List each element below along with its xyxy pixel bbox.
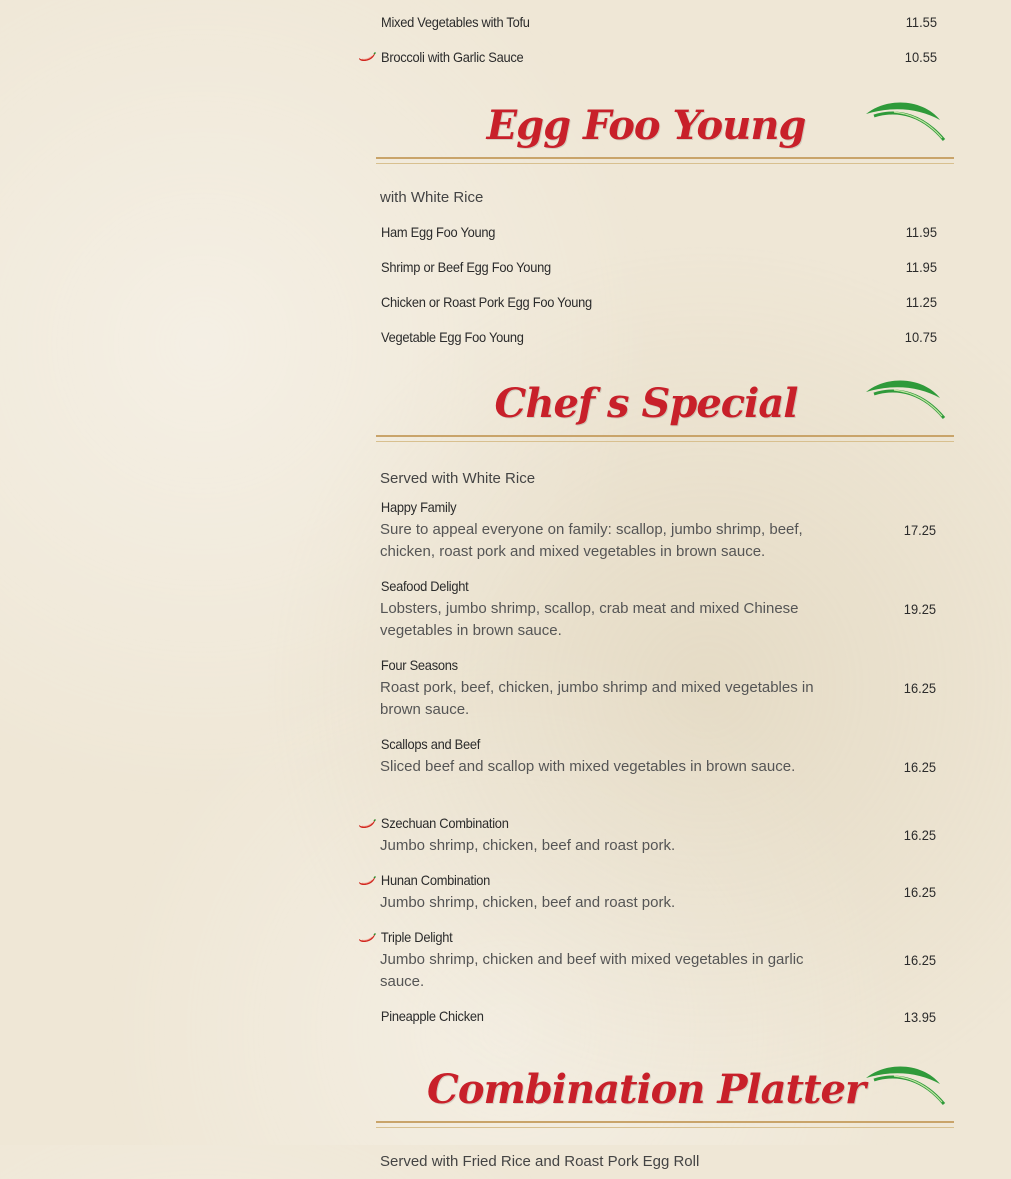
menu-item-name: Vegetable Egg Foo Young	[381, 329, 524, 345]
menu-item-name: Broccoli with Garlic Sauce	[381, 49, 524, 65]
section-title: Combination Platter	[426, 1066, 866, 1113]
menu-item-row[interactable]	[356, 320, 941, 355]
section-header-combination-platter	[356, 1058, 956, 1128]
menu-item-price: 13.95	[903, 1008, 936, 1025]
menu-item-name: Pineapple Chicken	[380, 1008, 484, 1024]
section-subtitle: Served with White Rice	[380, 470, 536, 487]
menu-item-name: Shrimp or Beef Egg Foo Young	[381, 259, 551, 275]
menu-item-row[interactable]	[356, 5, 941, 40]
menu-item-price: 19.25	[903, 600, 936, 617]
section-title: Chef s Special	[494, 380, 798, 427]
menu-item-price: 17.25	[903, 521, 936, 538]
chili-pepper-icon	[358, 933, 376, 943]
menu-item-row[interactable]	[356, 575, 940, 654]
menu-item-name: Szechuan Combination	[380, 815, 509, 831]
menu-item-row[interactable]	[356, 733, 940, 812]
menu-item-description: Jumbo shrimp, chicken, beef and roast pork.	[380, 837, 676, 854]
menu-item-row[interactable]	[356, 926, 940, 1005]
menu-item-price: 16.25	[903, 883, 936, 900]
chili-pepper-icon	[358, 819, 376, 829]
menu-item-price: 16.25	[903, 679, 936, 696]
menu-item-price: 16.25	[903, 951, 936, 968]
section-subtitle: with White Rice	[380, 189, 484, 206]
menu-item-row[interactable]	[356, 285, 941, 320]
section-title: Egg Foo Young	[486, 102, 806, 149]
section-subtitle: Served with Fried Rice and Roast Pork Egg Roll	[380, 1153, 700, 1170]
menu-item-name: Four Seasons	[380, 657, 458, 673]
menu-item-description: Sure to appeal everyone on family: scallop, jumbo shrimp, beef, chicken, roast pork and mixed vegetables in brown sauce.	[380, 521, 803, 560]
menu-item-name: Ham Egg Foo Young	[381, 224, 496, 240]
menu-item-price: 16.25	[903, 826, 936, 843]
menu-item-name: Triple Delight	[380, 929, 453, 945]
menu-item-description: Jumbo shrimp, chicken and beef with mixed vegetables in garlic sauce.	[380, 951, 804, 990]
menu-item-name: Hunan Combination	[380, 872, 491, 888]
menu-item-price: 10.75	[904, 329, 937, 345]
menu-item-description: Lobsters, jumbo shrimp, scallop, crab meat and mixed Chinese vegetables in brown sauce.	[380, 600, 799, 639]
menu-item-row[interactable]	[356, 215, 941, 250]
section-divider	[376, 1121, 954, 1128]
menu-item-row[interactable]	[356, 40, 941, 75]
section-divider	[376, 435, 954, 442]
menu-item-name: Mixed Vegetables with Tofu	[381, 14, 530, 30]
menu-page	[356, 0, 956, 1179]
section-header-egg-foo-young	[356, 94, 956, 164]
menu-item-price: 10.55	[904, 49, 937, 65]
menu-item-price: 11.55	[905, 14, 937, 30]
chili-pepper-icon	[358, 52, 376, 62]
menu-item-row[interactable]	[356, 496, 940, 575]
menu-item-price: 11.95	[905, 224, 937, 240]
menu-item-row[interactable]	[356, 250, 941, 285]
menu-item-name: Chicken or Roast Pork Egg Foo Young	[381, 294, 592, 310]
menu-item-name: Scallops and Beef	[380, 736, 481, 752]
menu-item-row[interactable]	[356, 812, 940, 869]
chili-pepper-icon	[358, 876, 376, 886]
menu-item-name: Happy Family	[380, 499, 457, 515]
bamboo-leaf-icon	[864, 94, 952, 144]
menu-item-price: 16.25	[903, 758, 936, 775]
menu-item-price: 11.25	[905, 294, 937, 310]
menu-item-description: Sliced beef and scallop with mixed vegetables in brown sauce.	[380, 758, 796, 775]
section-header-chefs-special	[356, 372, 956, 442]
menu-item-row[interactable]	[356, 869, 940, 926]
menu-item-name: Seafood Delight	[380, 578, 469, 594]
bamboo-leaf-icon	[864, 372, 952, 422]
menu-item-description: Roast pork, beef, chicken, jumbo shrimp and mixed vegetables in brown sauce.	[380, 679, 814, 718]
section-divider	[376, 157, 954, 164]
menu-item-row[interactable]	[356, 1005, 940, 1040]
menu-item-price: 11.95	[905, 259, 937, 275]
bamboo-leaf-icon	[864, 1058, 952, 1108]
menu-item-description: Jumbo shrimp, chicken, beef and roast pork.	[380, 894, 676, 911]
menu-item-row[interactable]	[356, 654, 940, 733]
